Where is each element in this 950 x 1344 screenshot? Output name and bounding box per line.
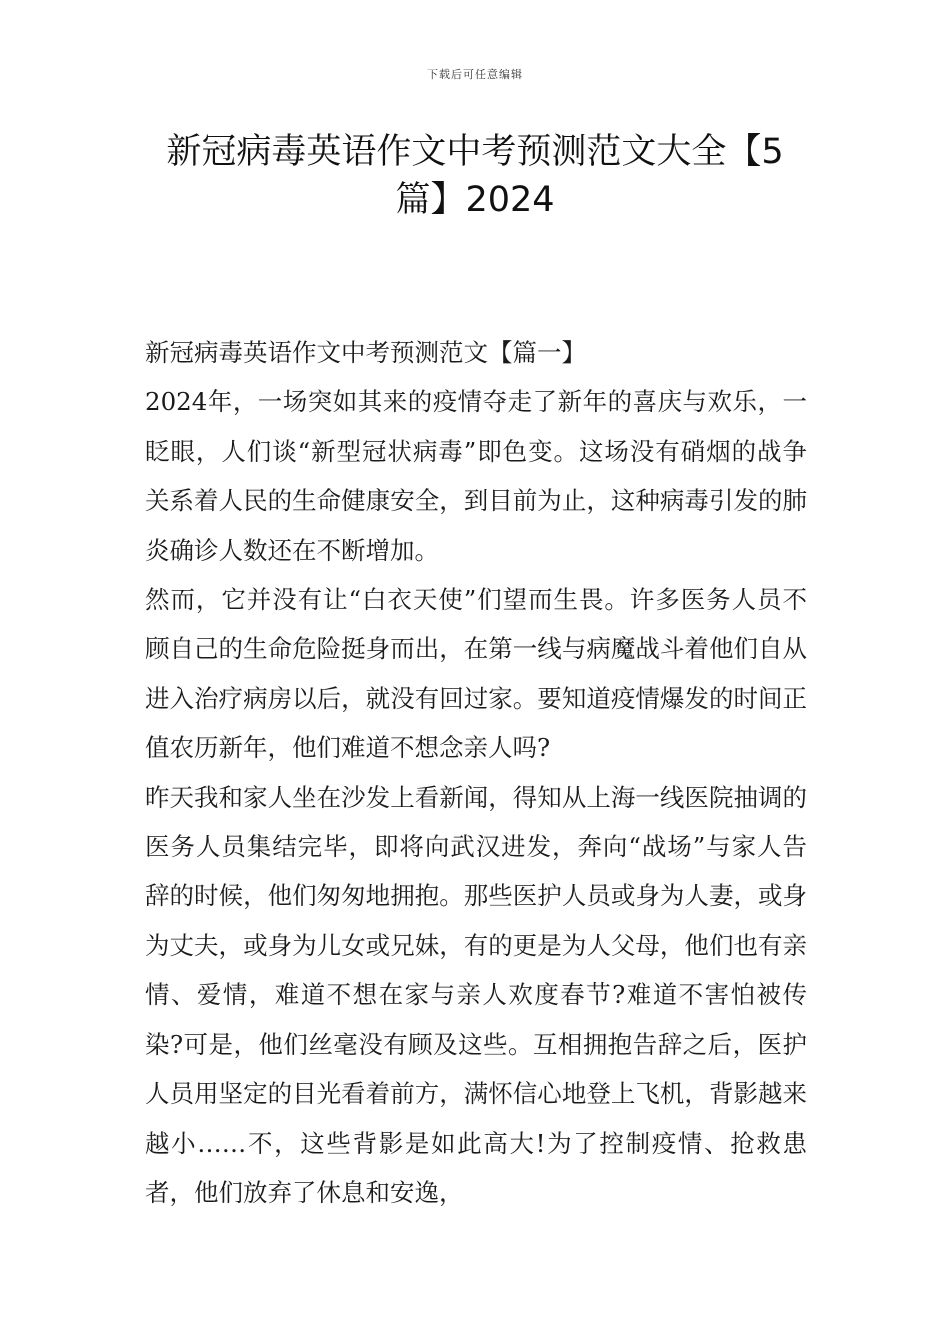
paragraph-3: 昨天我和家人坐在沙发上看新闻，得知从上海一线医院抽调的医务人员集结完毕，即将向武汉进发，奔向“战场”与家人告辞的时候，他们匆匆地拥抱。那些医护人员或身为人妻，或身为丈夫，或身为儿女或兄妹，有的更是为人父母，他们也有亲情、爱情，难道不想在家与亲人欢度春节?难道不害怕被传染?可是，他们丝毫没有顾及这些。互相拥抱告辞之后，医护人员用坚定的目光看着前方，满怀信心地登上飞机，背影越来越小……不，这些背影是如此高大!为了控制疫情、抢救患者，他们放弃了休息和安逸，: [145, 782, 807, 1207]
document-body: [145, 328, 807, 1217]
paragraph-2: 然而，它并没有让“白衣天使”们望而生畏。许多医务人员不顾自己的生命危险挺身而出，在第一线与病魔战斗着他们自从进入治疗病房以后，就没有回过家。要知道疫情爆发的时间正值农历新年，他们难道不想念亲人吗?: [145, 585, 807, 763]
paragraph-1: 2024年，一场突如其来的疫情夺走了新年的喜庆与欢乐，一眨眼，人们谈“新型冠状病毒”即色变。这场没有硝烟的战争关系着人民的生命健康安全，到目前为止，这种病毒引发的肺炎确诊人数还在不断增加。: [145, 387, 807, 565]
section-heading: 新冠病毒英语作文中考预测范文【篇一】: [145, 338, 586, 367]
header-note: 下载后可任意编辑: [427, 68, 523, 81]
document-title: 新冠病毒英语作文中考预测范文大全【5篇】2024: [166, 132, 784, 220]
